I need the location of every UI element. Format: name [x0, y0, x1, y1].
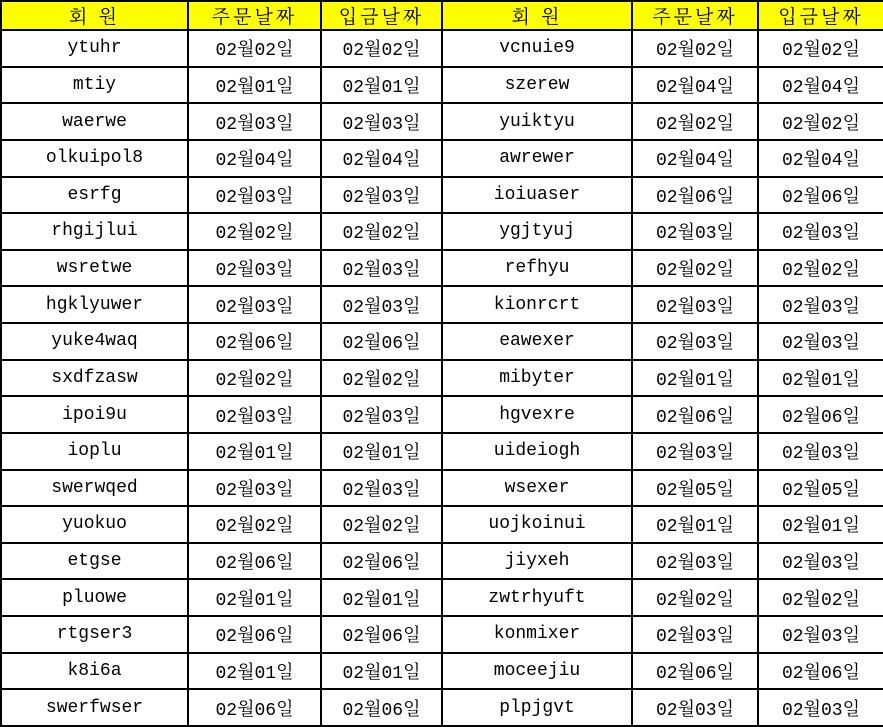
column-header-member-left: 회 원 [1, 1, 188, 30]
deposit-date-cell: 02월06일 [758, 653, 883, 690]
order-date-cell: 02월04일 [188, 140, 321, 177]
order-date-cell: 02월02일 [188, 213, 321, 250]
member-cell: rtgser3 [1, 616, 188, 653]
deposit-date-cell: 02월03일 [758, 433, 883, 470]
member-cell: refhyu [442, 250, 632, 287]
member-cell: wsexer [442, 470, 632, 507]
deposit-date-cell: 02월04일 [758, 67, 883, 104]
deposit-date-cell: 02월06일 [321, 543, 442, 580]
order-date-cell: 02월03일 [188, 250, 321, 287]
deposit-date-cell: 02월02일 [758, 103, 883, 140]
member-cell: awrewer [442, 140, 632, 177]
member-cell: ytuhr [1, 30, 188, 67]
order-date-cell: 02월02일 [632, 30, 758, 67]
member-cell: k8i6a [1, 653, 188, 690]
order-date-cell: 02월03일 [188, 177, 321, 214]
table-row [1, 323, 883, 360]
order-date-cell: 02월02일 [188, 506, 321, 543]
order-date-cell: 02월03일 [632, 689, 758, 726]
table-row [1, 67, 883, 104]
deposit-date-cell: 02월06일 [321, 689, 442, 726]
order-date-cell: 02월02일 [632, 103, 758, 140]
member-cell: mibyter [442, 360, 632, 397]
order-date-cell: 02월06일 [632, 177, 758, 214]
deposit-date-cell: 02월03일 [758, 616, 883, 653]
order-date-cell: 02월01일 [632, 360, 758, 397]
member-cell: sxdfzasw [1, 360, 188, 397]
order-date-cell: 02월01일 [188, 579, 321, 616]
member-cell: szerew [442, 67, 632, 104]
member-cell: hgvexre [442, 396, 632, 433]
member-cell: ipoi9u [1, 396, 188, 433]
deposit-date-cell: 02월01일 [758, 506, 883, 543]
deposit-date-cell: 02월03일 [758, 213, 883, 250]
table-body [1, 30, 883, 726]
order-date-cell: 02월03일 [632, 616, 758, 653]
order-date-cell: 02월01일 [188, 653, 321, 690]
deposit-date-cell: 02월01일 [321, 67, 442, 104]
order-date-cell: 02월06일 [188, 689, 321, 726]
member-cell: uideiogh [442, 433, 632, 470]
deposit-date-cell: 02월02일 [321, 30, 442, 67]
order-date-cell: 02월02일 [632, 250, 758, 287]
member-cell: wsretwe [1, 250, 188, 287]
deposit-date-cell: 02월03일 [758, 689, 883, 726]
header-row [1, 1, 883, 30]
member-cell: yuke4waq [1, 323, 188, 360]
table-row [1, 543, 883, 580]
order-date-cell: 02월03일 [188, 396, 321, 433]
member-cell: moceejiu [442, 653, 632, 690]
order-date-cell: 02월03일 [632, 213, 758, 250]
order-date-cell: 02월03일 [632, 433, 758, 470]
member-cell: kionrcrt [442, 286, 632, 323]
order-date-cell: 02월01일 [188, 433, 321, 470]
deposit-date-cell: 02월06일 [321, 616, 442, 653]
table-row [1, 579, 883, 616]
member-cell: ioiuaser [442, 177, 632, 214]
member-cell: uojkoinui [442, 506, 632, 543]
order-date-cell: 02월03일 [632, 543, 758, 580]
member-cell: vcnuie9 [442, 30, 632, 67]
column-header-member-right: 회 원 [442, 1, 632, 30]
deposit-date-cell: 02월02일 [758, 250, 883, 287]
table-row [1, 177, 883, 214]
member-cell: pluowe [1, 579, 188, 616]
table-row [1, 470, 883, 507]
member-cell: swerwqed [1, 470, 188, 507]
deposit-date-cell: 02월06일 [758, 396, 883, 433]
member-cell: plpjgvt [442, 689, 632, 726]
order-date-cell: 02월02일 [188, 360, 321, 397]
deposit-date-cell: 02월01일 [321, 579, 442, 616]
column-header-order-date-left: 주문날짜 [188, 1, 321, 30]
deposit-date-cell: 02월05일 [758, 470, 883, 507]
member-cell: jiyxeh [442, 543, 632, 580]
table-row [1, 689, 883, 726]
deposit-date-cell: 02월03일 [321, 396, 442, 433]
deposit-date-cell: 02월02일 [321, 213, 442, 250]
deposit-date-cell: 02월04일 [321, 140, 442, 177]
order-date-cell: 02월03일 [632, 323, 758, 360]
deposit-date-cell: 02월03일 [321, 470, 442, 507]
member-cell: mtiy [1, 67, 188, 104]
deposit-date-cell: 02월03일 [758, 323, 883, 360]
order-date-cell: 02월03일 [188, 470, 321, 507]
column-header-deposit-date-left: 입금날짜 [321, 1, 442, 30]
deposit-date-cell: 02월03일 [758, 286, 883, 323]
order-date-cell: 02월04일 [632, 67, 758, 104]
deposit-date-cell: 02월02일 [758, 30, 883, 67]
table-row [1, 250, 883, 287]
order-date-cell: 02월05일 [632, 470, 758, 507]
order-date-cell: 02월06일 [188, 543, 321, 580]
order-date-cell: 02월03일 [632, 286, 758, 323]
deposit-date-cell: 02월01일 [321, 653, 442, 690]
order-date-cell: 02월04일 [632, 140, 758, 177]
member-cell: hgklyuwer [1, 286, 188, 323]
order-date-cell: 02월03일 [188, 286, 321, 323]
table-row [1, 103, 883, 140]
member-cell: waerwe [1, 103, 188, 140]
deposit-date-cell: 02월03일 [758, 543, 883, 580]
member-cell: konmixer [442, 616, 632, 653]
table-row [1, 653, 883, 690]
order-date-cell: 02월02일 [188, 30, 321, 67]
member-cell: yuokuo [1, 506, 188, 543]
column-header-order-date-right: 주문날짜 [632, 1, 758, 30]
column-header-deposit-date-right: 입금날짜 [758, 1, 883, 30]
deposit-date-cell: 02월06일 [321, 323, 442, 360]
deposit-date-cell: 02월03일 [321, 250, 442, 287]
member-cell: swerfwser [1, 689, 188, 726]
deposit-date-cell: 02월02일 [321, 360, 442, 397]
deposit-date-cell: 02월03일 [321, 177, 442, 214]
order-date-cell: 02월01일 [632, 506, 758, 543]
table-row [1, 140, 883, 177]
table-row [1, 360, 883, 397]
member-cell: esrfg [1, 177, 188, 214]
order-date-cell: 02월06일 [188, 616, 321, 653]
member-cell: olkuipol8 [1, 140, 188, 177]
order-date-cell: 02월06일 [632, 396, 758, 433]
table-row [1, 506, 883, 543]
deposit-date-cell: 02월02일 [321, 506, 442, 543]
deposit-date-cell: 02월02일 [758, 579, 883, 616]
deposit-date-cell: 02월03일 [321, 103, 442, 140]
table-row [1, 286, 883, 323]
member-cell: etgse [1, 543, 188, 580]
table-row [1, 396, 883, 433]
order-date-cell: 02월03일 [188, 103, 321, 140]
table-row [1, 433, 883, 470]
deposit-date-cell: 02월01일 [758, 360, 883, 397]
table-row [1, 30, 883, 67]
member-cell: yuiktyu [442, 103, 632, 140]
deposit-date-cell: 02월04일 [758, 140, 883, 177]
member-cell: ioplu [1, 433, 188, 470]
member-cell: zwtrhyuft [442, 579, 632, 616]
member-cell: rhgijlui [1, 213, 188, 250]
order-date-cell: 02월06일 [632, 653, 758, 690]
order-date-cell: 02월06일 [188, 323, 321, 360]
member-cell: eawexer [442, 323, 632, 360]
order-date-cell: 02월02일 [632, 579, 758, 616]
deposit-date-cell: 02월01일 [321, 433, 442, 470]
deposit-date-cell: 02월06일 [758, 177, 883, 214]
table-row [1, 616, 883, 653]
order-date-cell: 02월01일 [188, 67, 321, 104]
deposit-date-cell: 02월03일 [321, 286, 442, 323]
member-cell: ygjtyuj [442, 213, 632, 250]
table-row [1, 213, 883, 250]
